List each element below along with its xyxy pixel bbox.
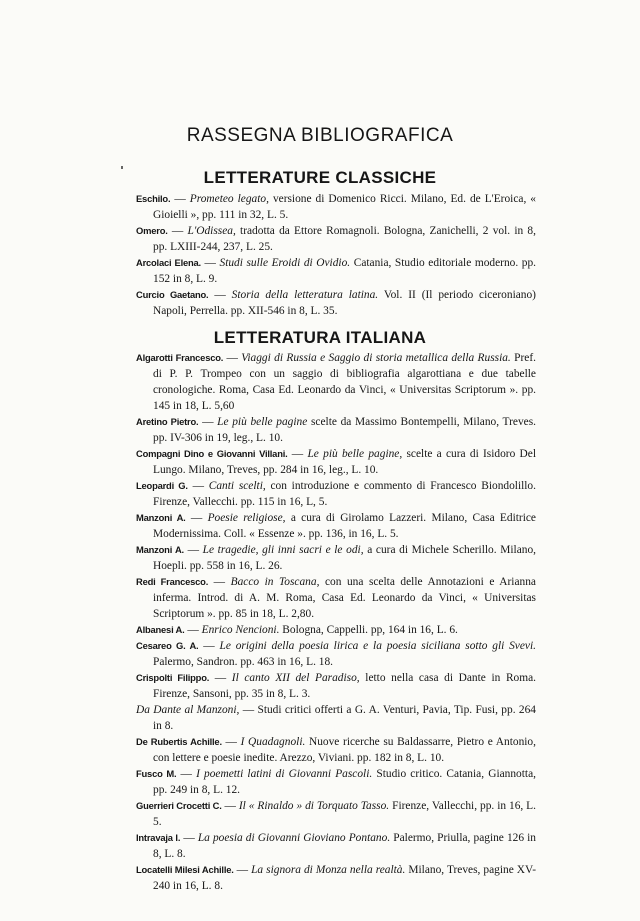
entry-author: Crispolti Filippo.	[136, 672, 210, 683]
entry-details: Nuove ricerche su Baldassarre, Pietro e Antonio, con lettere e poesie inedite. Arezzo, Viviani. pp. 182 in 8, L. 10.	[153, 736, 536, 764]
section-title-classical: LETTERATURE CLASSICHE	[203, 168, 437, 188]
entry-author: Guerrieri Crocetti C.	[136, 800, 222, 811]
entry-author: Curcio Gaetano.	[136, 289, 209, 300]
section-title-italian: LETTERATURA ITALIANA	[213, 328, 427, 348]
entry-title: Poesie religiose,	[207, 512, 286, 524]
entries-italian	[136, 350, 536, 894]
entry-title: Canti scelti,	[208, 480, 266, 492]
list-item: De Rubertis Achille. — I Quadagnoli. Nuove ricerche su Baldassarre, Pietro e Antonio, con lettere e poesie inedite. Arezzo, Viviani. pp. 182 in 8, L. 10.	[136, 736, 536, 764]
entry-author: Locatelli Milesi Achille.	[136, 864, 234, 875]
entry-author: Albanesi A.	[136, 624, 185, 635]
entry-details: Pref. di P. P. Trompeo con un saggio di bibliografia algarottiana e due tabelle cronologiche. Roma, Casa Ed. Leonardo da Vinci, « Universitas Scriptorum ». pp. 145 in 18, L. 5,60	[153, 352, 536, 412]
list-item: Curcio Gaetano. — Storia della letteratura latina. Vol. II (Il periodo ciceroniano) Napoli, Perrella. pp. XII-546 in 8, L. 35.	[136, 289, 536, 317]
list-item: Omero. — L'Odissea, tradotta da Ettore Romagnoli. Bologna, Zanichelli, 2 vol. in 8, pp. LXIII-244, 237, L. 25.	[136, 225, 536, 253]
list-item: Fusco M. — I poemetti latini di Giovanni Pascoli. Studio critico. Catania, Giannotta, pp. 249 in 8, L. 12.	[136, 768, 536, 796]
entry-title: Prometeo legato,	[189, 193, 269, 205]
entry-author: Compagni Dino e Giovanni Villani.	[136, 448, 288, 459]
list-item: Eschilo. — Prometeo legato, versione di Domenico Ricci. Milano, Ed. de L'Eroica, « Gioielli », pp. 111 in 32, L. 5.	[136, 193, 536, 221]
entry-author: Redi Francesco.	[136, 576, 209, 587]
page-title: RASSEGNA BIBLIOGRAFICA	[186, 124, 454, 146]
entry-details: Firenze, Vallecchi, pp. in 16, L. 5.	[153, 800, 536, 828]
entry-details: letto nella casa di Dante in Roma. Firenze, Sansoni, pp. 35 in 8, L. 3.	[153, 672, 537, 700]
entry-details: Bologna, Cappelli. pp, 164 in 16, L. 6.	[282, 624, 458, 636]
list-item: Guerrieri Crocetti C. — Il « Rinaldo » di Torquato Tasso. Firenze, Vallecchi, pp. in 16, L. 5.	[136, 800, 536, 828]
entry-details: Palermo, Sandron. pp. 463 in 16, L. 18.	[153, 656, 334, 668]
entry-details: scelte a cura di Isidoro Del Lungo. Milano, Treves, pp. 284 in 16, leg., L. 10.	[153, 448, 536, 476]
entry-title: Il canto XII del Paradiso,	[231, 672, 360, 684]
list-item: Redi Francesco. — Bacco in Toscana, con una scelta delle Annotazioni e Arianna inferma. Introd. di A. M. Roma, Casa Ed. Leonardo da Vinci, « Universitas Scriptorum ». pp. 85 in 18, L. 2,80.	[136, 576, 536, 620]
entry-author: Manzoni A.	[136, 512, 186, 523]
entry-title: Storia della letteratura latina.	[231, 289, 379, 301]
entry-details: Catania, Studio editoriale moderno. pp. 152 in 8, L. 9.	[153, 257, 536, 285]
entry-title: Enrico Nencioni.	[201, 624, 280, 636]
entry-author: Intravaja I.	[136, 832, 181, 843]
list-item: Albanesi A. — Enrico Nencioni. Bologna, Cappelli. pp, 164 in 16, L. 6.	[136, 624, 458, 636]
list-item: Crispolti Filippo. — Il canto XII del Paradiso, letto nella casa di Dante in Roma. Firenze, Sansoni, pp. 35 in 8, L. 3.	[136, 672, 537, 700]
list-item: Arcolaci Elena. — Studi sulle Eroidi di Ovidio. Catania, Studio editoriale moderno. pp. 152 in 8, L. 9.	[136, 257, 536, 285]
list-item: Compagni Dino e Giovanni Villani. — Le più belle pagine, scelte a cura di Isidoro Del Lungo. Milano, Treves, pp. 284 in 16, leg., L. 10.	[136, 448, 536, 476]
entry-details: Vol. II (Il periodo ciceroniano) Napoli, Perrella. pp. XII-546 in 8, L. 35.	[153, 289, 536, 317]
entry-details: a cura di Michele Scherillo. Milano, Hoepli. pp. 558 in 16, L. 26.	[153, 544, 536, 572]
list-item: Da Dante al Manzoni, — Studi critici offerti a G. A. Venturi, Pavia, Tip. Fusi, pp. 264 in 8.	[136, 704, 536, 732]
list-item: Manzoni A. — Le tragedie, gli inni sacri e le odi, a cura di Michele Scherillo. Milano, Hoepli. pp. 558 in 16, L. 26.	[136, 544, 536, 572]
entry-details: con una scelta delle Annotazioni e Arianna inferma. Introd. di A. M. Roma, Casa Ed. Leonardo da Vinci, « Universitas Scriptorum ». pp. 85 in 18, L. 2,80.	[153, 576, 536, 620]
entry-author: Leopardi G.	[136, 480, 188, 491]
entry-author: Cesareo G. A.	[136, 640, 199, 651]
entry-details: a cura di Girolamo Lazzeri. Milano, Casa Editrice Modernissima. Coll. « Essenze ». pp. 136, in 16, L. 5.	[153, 512, 536, 540]
list-item: Manzoni A. — Poesie religiose, a cura di Girolamo Lazzeri. Milano, Casa Editrice Modernissima. Coll. « Essenze ». pp. 136, in 16, L. 5.	[136, 512, 536, 540]
entry-details: tradotta da Ettore Romagnoli. Bologna, Zanichelli, 2 vol. in 8, pp. LXIII-244, 237, L. 25.	[153, 225, 536, 253]
entry-author: De Rubertis Achille.	[136, 736, 222, 747]
list-item: Leopardi G. — Canti scelti, con introduzione e commento di Francesco Biondolillo. Firenze, Vallecchi. pp. 115 in 16, L, 5.	[136, 480, 536, 508]
entry-title: Bacco in Toscana,	[230, 576, 320, 588]
entry-title: Il « Rinaldo » di Torquato Tasso.	[238, 800, 390, 812]
entry-title: Le più belle pagine	[217, 416, 308, 428]
entry-details: Milano, Treves, pagine XV-240 in 16, L. 8.	[153, 864, 536, 892]
list-item: Algarotti Francesco. — Viaggi di Russia e Saggio di storia metallica della Russia. Pref. di P. P. Trompeo con un saggio di bibliografia algarottiana e due tabelle cronologiche. Roma, Casa Ed. Leonardo da Vinci, « Universitas Scriptorum ». pp. 145 in 18, L. 5,60	[136, 352, 536, 412]
entry-details: Studio critico. Catania, Giannotta, pp. 249 in 8, L. 12.	[153, 768, 536, 796]
entry-details: Palermo, Priulla, pagine 126 in 8, L. 8.	[153, 832, 536, 860]
entry-author: Algarotti Francesco.	[136, 352, 224, 363]
entry-title: L'Odissea,	[187, 225, 236, 237]
entry-title: La signora di Monza nella realtà.	[251, 864, 406, 876]
entries-classical	[136, 191, 536, 319]
list-item: Locatelli Milesi Achille. — La signora di Monza nella realtà. Milano, Treves, pagine XV-240 in 16, L. 8.	[136, 864, 536, 892]
entry-title: Da Dante al Manzoni,	[136, 704, 240, 716]
entry-details: scelte da Massimo Bontempelli, Milano, Treves. pp. IV-306 in 19, leg., L. 10.	[153, 416, 536, 444]
entry-author: Aretino Pietro.	[136, 416, 199, 427]
entry-author: Omero.	[136, 225, 168, 236]
entry-author: Fusco M.	[136, 768, 177, 779]
entry-title: I poemetti latini di Giovanni Pascoli.	[196, 768, 373, 780]
list-item: Intravaja I. — La poesia di Giovanni Gioviano Pontano. Palermo, Priulla, pagine 126 in 8, L. 8.	[136, 832, 536, 860]
entry-details: Studi critici offerti a G. A. Venturi, Pavia, Tip. Fusi, pp. 264 in 8.	[153, 704, 536, 732]
entry-title: Le tragedie, gli inni sacri e le odi,	[202, 544, 364, 556]
entry-details: con introduzione e commento di Francesco Biondolillo. Firenze, Vallecchi. pp. 115 in 16, L, 5.	[153, 480, 536, 508]
entry-author: Arcolaci Elena.	[136, 257, 201, 268]
entry-author: Manzoni A.	[136, 544, 184, 555]
entry-title: Studi sulle Eroidi di Ovidio.	[219, 257, 351, 269]
entry-title: Le origini della poesia lirica e la poesia siciliana sotto gli Svevi.	[219, 640, 536, 652]
entry-title: Le più belle pagine,	[307, 448, 403, 460]
entry-author: Eschilo.	[136, 193, 171, 204]
entry-title: La poesia di Giovanni Gioviano Pontano.	[197, 832, 391, 844]
list-item: Cesareo G. A. — Le origini della poesia lirica e la poesia siciliana sotto gli Svevi. Palermo, Sandron. pp. 463 in 16, L. 18.	[136, 640, 536, 668]
list-item: Aretino Pietro. — Le più belle pagine scelte da Massimo Bontempelli, Milano, Treves. pp. IV-306 in 19, leg., L. 10.	[136, 416, 536, 444]
entry-title: Viaggi di Russia e Saggio di storia metallica della Russia.	[241, 352, 511, 364]
entry-title: I Quadagnoli.	[240, 736, 306, 748]
entry-details: versione di Domenico Ricci. Milano, Ed. de L'Eroica, « Gioielli », pp. 111 in 32, L. 5.	[153, 193, 536, 221]
